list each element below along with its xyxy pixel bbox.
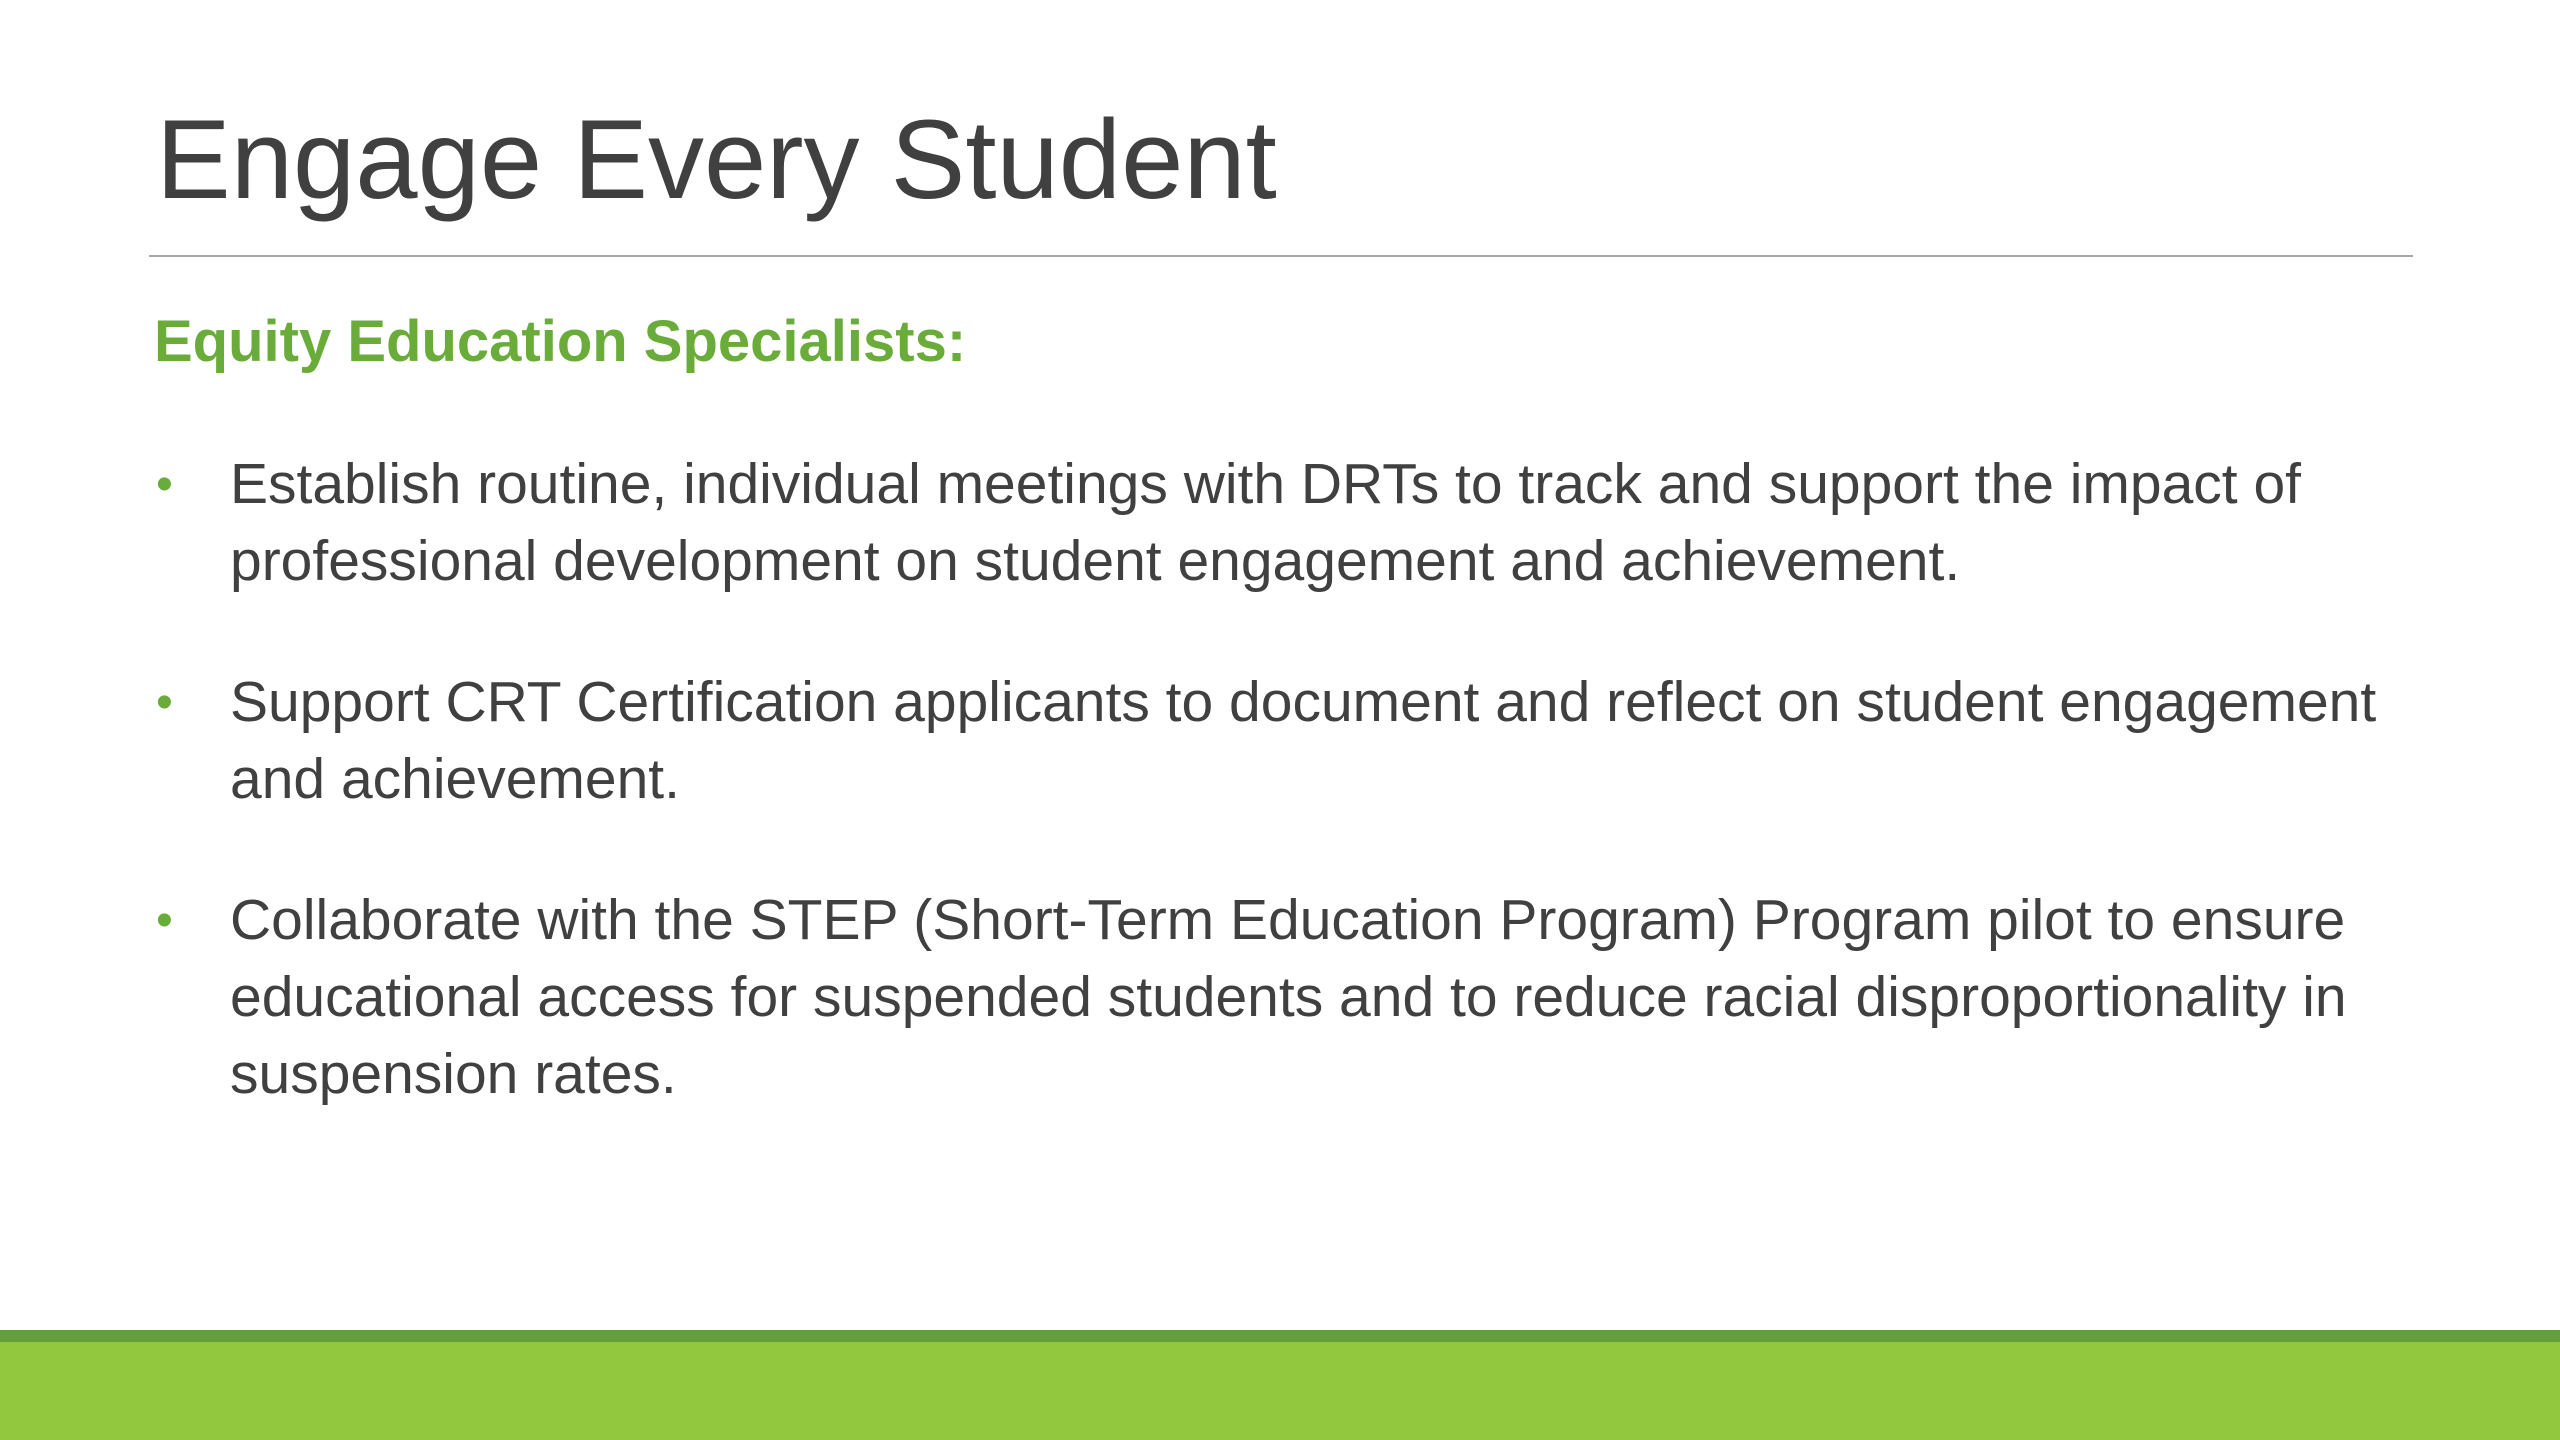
- bullet-list: [152, 446, 2412, 1177]
- bullet-dot-icon: •: [156, 894, 173, 947]
- bullet-text: Collaborate with the STEP (Short-Term Education Program) Program pilot to ensure educational access for suspended students and to reduce racial disproportionality in suspension rates.: [230, 888, 2347, 1106]
- title-divider: [149, 255, 2413, 257]
- slide-title: Engage Every Student: [156, 97, 1277, 222]
- bullet-item-2: [152, 664, 2412, 818]
- bullet-dot-icon: •: [156, 458, 173, 511]
- bullet-text: Support CRT Certification applicants to document and reflect on student engagement and achievement.: [230, 670, 2377, 811]
- bullet-dot-icon: •: [156, 676, 173, 729]
- bullet-item-1: [152, 446, 2412, 600]
- bullet-text: Establish routine, individual meetings with DRTs to track and support the impact of professional development on student engagement and achievement.: [230, 452, 2301, 593]
- footer-band: [0, 1330, 2560, 1440]
- subheading: Equity Education Specialists:: [154, 309, 967, 374]
- bullet-item-3: [152, 882, 2412, 1113]
